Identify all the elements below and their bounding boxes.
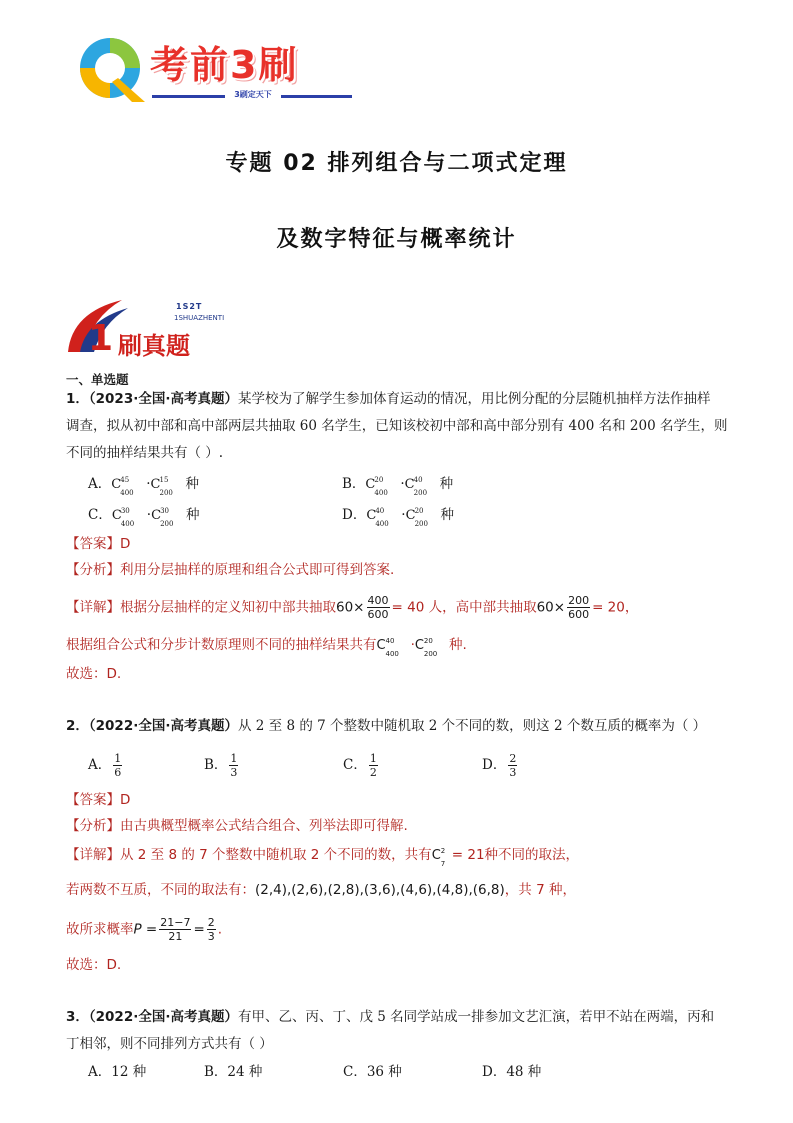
q3-line1 (66, 1007, 714, 1027)
badge-code: 1S2T (176, 302, 203, 311)
q1-detail: 【详解】根据分层抽样的定义知初中部共抽取60× $\frac{400}{600}$ = 40 人，高中部共抽取60× $\frac{200}{600}$ = 20， (66, 594, 639, 621)
q3-tag: 3．（2022·全国·高考真题） (66, 1009, 238, 1025)
badge-pinyin: 1SHUAZHENTI (174, 314, 225, 322)
q1-analysis: 【分析】利用分层抽样的原理和组合公式即可得到答案. (66, 562, 395, 578)
q2-option-a[interactable]: A． $\frac{1}{6}$ (88, 752, 122, 779)
q1-detail2: 根据组合公式和分步计数原理则不同的抽样结果共有C 40 400 ·C 20 200 种. (66, 637, 467, 658)
brand-title: 考前3刷 (150, 43, 299, 87)
q2-text: 从 2 至 8 的 7 个整数中随机取 2 个不同的数，则这 2 个数互质的概率为（ ） (237, 718, 707, 734)
q3-text1: 有甲、乙、丙、丁、戊 5 名同学站成一排参加文艺汇演，若甲不站在两端，丙和 (237, 1009, 715, 1025)
q3-option-a[interactable]: A．12 种 (88, 1064, 147, 1080)
q2-detail1: 【详解】从 2 至 8 的 7 个整数中随机取 2 个不同的数，共有C 2 7 = 21种不同的取法， (66, 847, 580, 868)
page-title-line1: 专题 02 排列组合与二项式定理 (225, 151, 568, 176)
q1-text1: 某学校为了解学生参加体育运动的情况，用比例分配的分层随机抽样方法作抽样 (237, 391, 711, 407)
q1-option-b[interactable]: B．C 20 400 ·C 40 200 种 (342, 476, 454, 497)
q2-detail2: 若两数不互质，不同的取法有：(2,4),(2,6),(2,8),(3,6),(4,6),(4,8),(6,8)，共 7 种， (66, 882, 576, 898)
q1-option-a[interactable]: A．C 45 400 ·C 15 200 种 (88, 476, 199, 497)
q2-detail3: 故所求概率P = $\frac{21-7}{21}$ = $\frac{2}{3}$ . (66, 916, 223, 943)
q1-text2: 调查，拟从初中部和高中部两层共抽取 60 名学生，已知该校初中部和高中部分别有 400 名和 200 名学生，则 (66, 418, 728, 434)
q1-line1 (66, 389, 710, 409)
badge-label: 刷真题 (118, 332, 190, 360)
q1-text3: 不同的抽样结果共有（ ）. (66, 445, 224, 461)
q3-option-b[interactable]: B．24 种 (204, 1064, 263, 1080)
q2-analysis: 【分析】由古典概型概率公式结合组合、列举法即可得解. (66, 818, 408, 834)
brand-subtitle: 3刷定天下 (225, 89, 281, 100)
q2-line1 (66, 716, 706, 736)
q3-option-d[interactable]: D．48 种 (482, 1064, 542, 1080)
q2-tag: 2．（2022·全国·高考真题） (66, 718, 238, 734)
q2-choose: 故选：D. (66, 957, 122, 973)
badge-number: 1 (88, 318, 114, 359)
q2-option-c[interactable]: C． $\frac{1}{2}$ (343, 752, 377, 779)
q3-text2: 丁相邻，则不同排列方式共有（ ） (66, 1036, 273, 1052)
q1-answer: 【答案】D (66, 536, 131, 552)
page-title-line2: 及数字特征与概率统计 (276, 227, 517, 252)
q2-answer: 【答案】D (66, 792, 131, 808)
q1-tag: 1．（2023·全国·高考真题） (66, 391, 238, 407)
q2-option-b[interactable]: B． $\frac{1}{3}$ (204, 752, 238, 779)
q2-option-d[interactable]: D． $\frac{2}{3}$ (482, 752, 517, 779)
q1-choose: 故选：D. (66, 666, 122, 682)
section-heading: 一、单选题 (66, 372, 129, 387)
q3-option-c[interactable]: C．36 种 (343, 1064, 402, 1080)
q1-option-c[interactable]: C．C 30 400 ·C 30 200 种 (88, 507, 200, 528)
q1-option-d[interactable]: D．C 40 400 ·C 20 200 种 (342, 507, 455, 528)
